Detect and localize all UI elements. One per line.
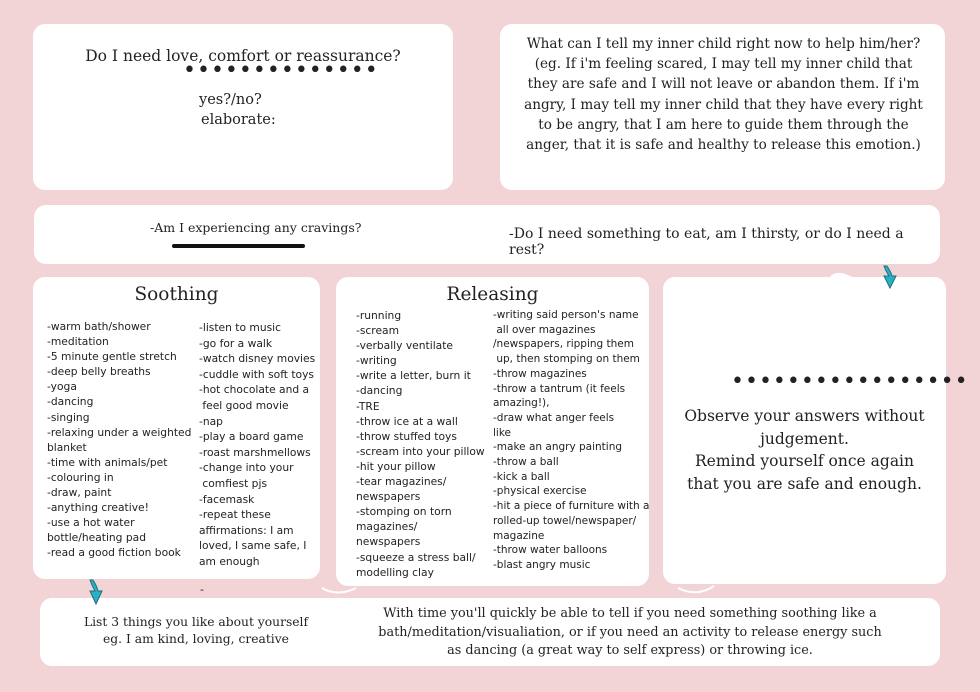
hunger-thirst-rest-question: -Do I need something to eat, am I thirsty, or do I need a rest?	[509, 226, 904, 258]
list-item: -physical exercise	[493, 485, 587, 498]
list-item: -yoga	[47, 380, 77, 394]
list-item: -running	[356, 309, 402, 322]
with-time-text: With time you'll quickly be able to tell if you need something soothing like a bath/meditation/visualiation, or if you need an activity to release energy such as dancing (a great way to self express) or throwing ice.	[378, 606, 882, 658]
list-item: -blast angry music	[493, 558, 591, 571]
list-item: blanket	[47, 440, 87, 454]
list-item: -throw ice at a wall	[356, 414, 458, 428]
list-item: magazines/	[356, 520, 418, 534]
list-item: -play a board game	[199, 430, 304, 444]
cravings-question: -Am I experiencing any cravings?	[150, 220, 362, 235]
list-item: /newspapers, ripping them	[493, 338, 634, 351]
bubble-tail	[826, 266, 856, 282]
list-item: -singing	[47, 410, 90, 424]
list-item: comfiest pjs	[199, 476, 268, 490]
list-item: -writing said person's name	[493, 309, 639, 321]
cravings-card	[34, 205, 940, 264]
list-item: feel good movie	[199, 398, 289, 412]
list-item: -draw, paint	[47, 486, 112, 500]
list-item: -write a letter, burn it	[356, 369, 471, 383]
list-item: -stomping on torn	[356, 505, 452, 519]
list-item: -read a good fiction book	[47, 546, 181, 560]
list-item: -throw water balloons	[493, 544, 608, 557]
list-item: -facemask	[199, 492, 255, 506]
elaborate-label: elaborate:	[201, 112, 276, 128]
list-item: -anything creative!	[47, 501, 149, 515]
inner-child-card	[500, 24, 945, 190]
list-item: all over magazines	[493, 323, 596, 336]
love-reassurance-card	[33, 24, 453, 190]
list-item: -5 minute gentle stretch	[47, 350, 177, 364]
list-item: loved, I same safe, I	[199, 539, 307, 553]
list-item: -hit your pillow	[356, 459, 436, 473]
list3-line: List 3 things you like about yourself	[83, 615, 309, 629]
observe-text	[683, 405, 926, 495]
list-item: newspapers	[356, 535, 421, 549]
list-item: -squeeze a stress ball/	[356, 550, 476, 564]
arrow-down-icon	[878, 264, 900, 290]
list-item: -relaxing under a weighted	[47, 425, 192, 439]
list-item: -dancing	[47, 395, 94, 409]
list-item: newspapers	[356, 490, 421, 504]
soothing-title: Soothing	[134, 284, 219, 305]
list-item: -TRE	[356, 399, 380, 413]
list-item: -listen to music	[199, 321, 282, 334]
observe-card	[663, 277, 969, 584]
list-item: -colouring in	[47, 470, 114, 484]
list-item: -scream into your pillow	[356, 444, 485, 458]
inner-child-text: What can I tell my inner child right now to help him/her? (eg. If i'm feeling scared, I may tell my inner child that they are safe and I will not leave or abandon them. If i'm angry, I may tell my inner child that they have every right to be angry, that I am here to guide them through the anger, that it is safe and healthy to release this emotion.)	[524, 36, 923, 154]
list-item: -meditation	[47, 335, 109, 349]
list-item: am enough	[199, 554, 260, 568]
list-item: affirmations: I am	[199, 523, 294, 537]
list-item: -repeat these	[199, 508, 271, 522]
dash-mark: -	[200, 583, 204, 596]
underline-divider	[172, 244, 305, 248]
list-item: modelling clay	[356, 565, 434, 579]
list-item: rolled-up towel/newspaper/	[493, 514, 637, 527]
observe-line: Remind yourself once again	[695, 452, 914, 470]
list-item: bottle/heating pad	[47, 531, 146, 545]
list-item: up, then stomping on them	[493, 353, 640, 366]
bubble-tail	[318, 582, 358, 598]
list-item: -nap	[199, 414, 223, 428]
observe-line: that you are safe and enough.	[687, 474, 922, 493]
list-item: -throw stuffed toys	[356, 429, 457, 443]
list-item: -watch disney movies	[199, 352, 316, 366]
soothing-list-left	[47, 319, 197, 561]
list-item: -scream	[356, 324, 399, 338]
releasing-list-right	[493, 308, 648, 573]
list-item: like	[493, 426, 512, 439]
list-item: -throw a ball	[493, 456, 559, 469]
list-item: -writing	[356, 354, 397, 368]
list-item: -warm bath/shower	[47, 320, 151, 333]
list-item: -throw a tantrum (it feels	[493, 382, 626, 395]
list-item: -kick a ball	[493, 470, 550, 483]
list-item: -hot chocolate and a	[199, 383, 310, 397]
list-item: -dancing	[356, 384, 403, 398]
list-three-things-prompt	[76, 614, 316, 648]
list-item: -time with animals/pet	[47, 455, 168, 469]
list-item: -deep belly breaths	[47, 365, 151, 379]
list-item: -roast marshmellows	[199, 445, 311, 459]
dots-divider: •••••••••••••••••	[731, 369, 969, 394]
list3-line: eg. I am kind, loving, creative	[103, 632, 289, 646]
list-item: amazing!),	[493, 397, 550, 410]
list-item: -go for a walk	[199, 336, 273, 350]
list-item: magazine	[493, 529, 545, 542]
soothing-card	[33, 277, 320, 579]
yes-no-prompt	[199, 90, 276, 130]
releasing-list-left	[356, 308, 496, 580]
list-item: -use a hot water	[47, 516, 135, 530]
soothing-list-right	[199, 320, 319, 570]
yes-no-label: yes?/no?	[199, 92, 262, 108]
bubble-tail	[676, 582, 716, 598]
list-item: -tear magazines/	[356, 475, 447, 489]
dots-divider: ••••••••••••••	[183, 58, 379, 83]
releasing-card	[336, 277, 649, 586]
arrow-down-icon	[84, 578, 106, 606]
summary-card	[40, 598, 940, 666]
list-item: -throw magazines	[493, 367, 587, 380]
list-item: -make an angry painting	[493, 441, 623, 454]
list-item: -verbally ventilate	[356, 339, 453, 353]
list-item: -hit a piece of furniture with a	[493, 500, 650, 513]
love-question: Do I need love, comfort or reassurance?	[85, 47, 401, 65]
observe-line: judgement.	[760, 429, 849, 448]
observe-line: Observe your answers without	[684, 407, 925, 425]
list-item: -draw what anger feels	[493, 411, 615, 424]
list-item: -cuddle with soft toys	[199, 367, 314, 381]
list-item: -change into your	[199, 461, 294, 475]
releasing-title: Releasing	[446, 284, 539, 305]
